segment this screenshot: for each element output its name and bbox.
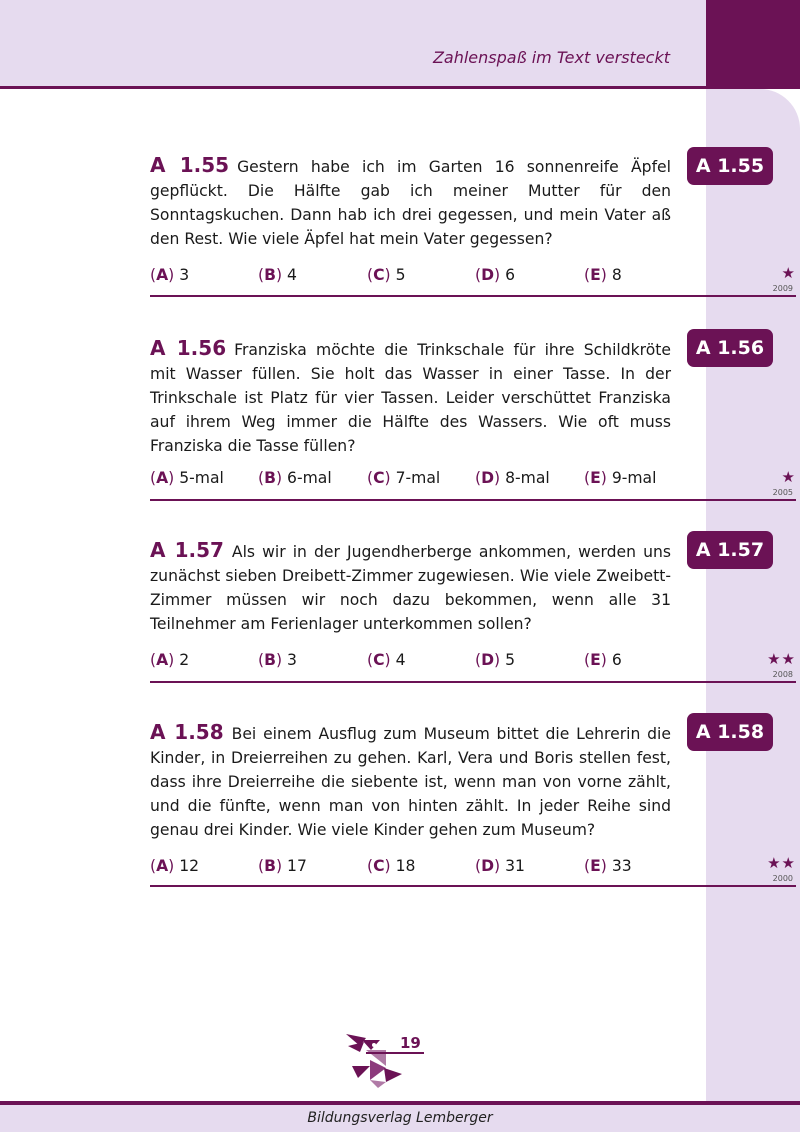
problem-year: 2005 — [772, 488, 793, 497]
chapter-title: Zahlenspaß im Text versteckt — [432, 48, 670, 67]
problem-statement: Als wir in der Jugendherberge ankommen, werden uns zunächst sieben Dreibett-Zimmer zugewiesen. Wie viele Zweibett-Zimmer müssen wir noch dazu bekommen, wenn alle 31 Teilnehmer am Ferienlager unterkommen sollen? — [150, 543, 671, 633]
answer-option-a: (A) 12 — [150, 857, 200, 875]
answer-option-b: (B) 6-mal — [258, 469, 332, 487]
answer-option-e: (E) 9-mal — [584, 469, 657, 487]
problem-tag: A 1.58 — [687, 713, 773, 751]
answer-option-c: (C) 4 — [367, 651, 406, 669]
problem-text — [150, 720, 671, 842]
problem-tag: A 1.56 — [687, 329, 773, 367]
problem-statement: Bei einem Ausflug zum Museum bittet die Lehrerin die Kinder, in Dreierreihen zu gehen. Karl, Vera und Boris stellen fest, dass ihre Dreierreihe die siebente ist, wenn man von vorne zählt, und die fünfte, wenn man von hinten zählt. In jeder Reihe sind genau drei Kinder. Wie viele Kinder gehen zum Museum? — [150, 725, 671, 839]
difficulty-stars: ★★ — [767, 854, 796, 872]
problem-a-1-55 — [150, 153, 671, 284]
answer-option-c: (C) 18 — [367, 857, 416, 875]
answer-option-e: (E) 6 — [584, 651, 622, 669]
problem-separator — [150, 681, 796, 683]
answer-option-a: (A) 5-mal — [150, 469, 224, 487]
answer-option-b: (B) 17 — [258, 857, 307, 875]
problem-year: 2000 — [772, 874, 793, 883]
answer-option-c: (C) 5 — [367, 266, 406, 284]
answer-option-d: (D) 6 — [475, 266, 516, 284]
answer-option-a: (A) 3 — [150, 266, 190, 284]
problem-text — [150, 153, 671, 251]
difficulty-stars: ★ — [781, 468, 796, 486]
problem-separator — [150, 295, 796, 297]
answer-option-a: (A) 2 — [150, 651, 190, 669]
answer-options — [150, 266, 710, 288]
answer-option-c: (C) 7-mal — [367, 469, 441, 487]
answer-option-b: (B) 3 — [258, 651, 297, 669]
problem-year: 2008 — [772, 670, 793, 679]
publisher-name: Bildungsverlag Lemberger — [307, 1110, 493, 1126]
problem-a-1-58 — [150, 720, 671, 875]
answer-options — [150, 857, 710, 879]
problem-number: A 1.58 — [150, 720, 224, 744]
answer-option-e: (E) 8 — [584, 266, 622, 284]
page-number: 19 — [400, 1034, 421, 1052]
problem-number: A 1.55 — [150, 153, 230, 177]
problem-number: A 1.56 — [150, 336, 227, 360]
answer-option-d: (D) 8-mal — [475, 469, 550, 487]
problem-text — [150, 336, 671, 458]
problem-tag: A 1.57 — [687, 531, 773, 569]
problem-number: A 1.57 — [150, 538, 224, 562]
problem-statement: Gestern habe ich im Garten 16 sonnenreife Äpfel gepflückt. Die Hälfte gab ich meiner Mutter für den Sonntagskuchen. Dann hab ich drei gegessen, und mein Vater aß den Rest. Wie viele Äpfel hat mein Vater gegessen? — [150, 158, 671, 248]
answer-options — [150, 651, 710, 673]
problem-statement: Franziska möchte die Trinkschale für ihre Schildkröte mit Wasser füllen. Sie holt das Wasser in einer Tasse. In der Trinkschale ist Platz für vier Tassen. Leider verschüttet Franziska auf ihrem Weg immer die Hälfte des Wassers. Wie oft muss Franziska die Tasse füllen? — [150, 341, 671, 455]
page-number-rule — [366, 1052, 424, 1054]
answer-options — [150, 469, 710, 491]
problem-a-1-57 — [150, 538, 671, 669]
problem-tag: A 1.55 — [687, 147, 773, 185]
header-corner-block — [706, 0, 800, 88]
side-bar — [706, 89, 800, 1101]
difficulty-stars: ★ — [781, 264, 796, 282]
answer-option-b: (B) 4 — [258, 266, 297, 284]
answer-option-d: (D) 31 — [475, 857, 525, 875]
problem-a-1-56 — [150, 336, 671, 487]
problem-text — [150, 538, 671, 636]
difficulty-stars: ★★ — [767, 650, 796, 668]
problem-year: 2009 — [772, 284, 793, 293]
answer-option-e: (E) 33 — [584, 857, 632, 875]
problem-separator — [150, 499, 796, 501]
problem-separator — [150, 885, 796, 887]
answer-option-d: (D) 5 — [475, 651, 516, 669]
side-bar-corner — [706, 89, 800, 129]
header-band — [0, 0, 706, 86]
header-rule — [0, 86, 800, 89]
